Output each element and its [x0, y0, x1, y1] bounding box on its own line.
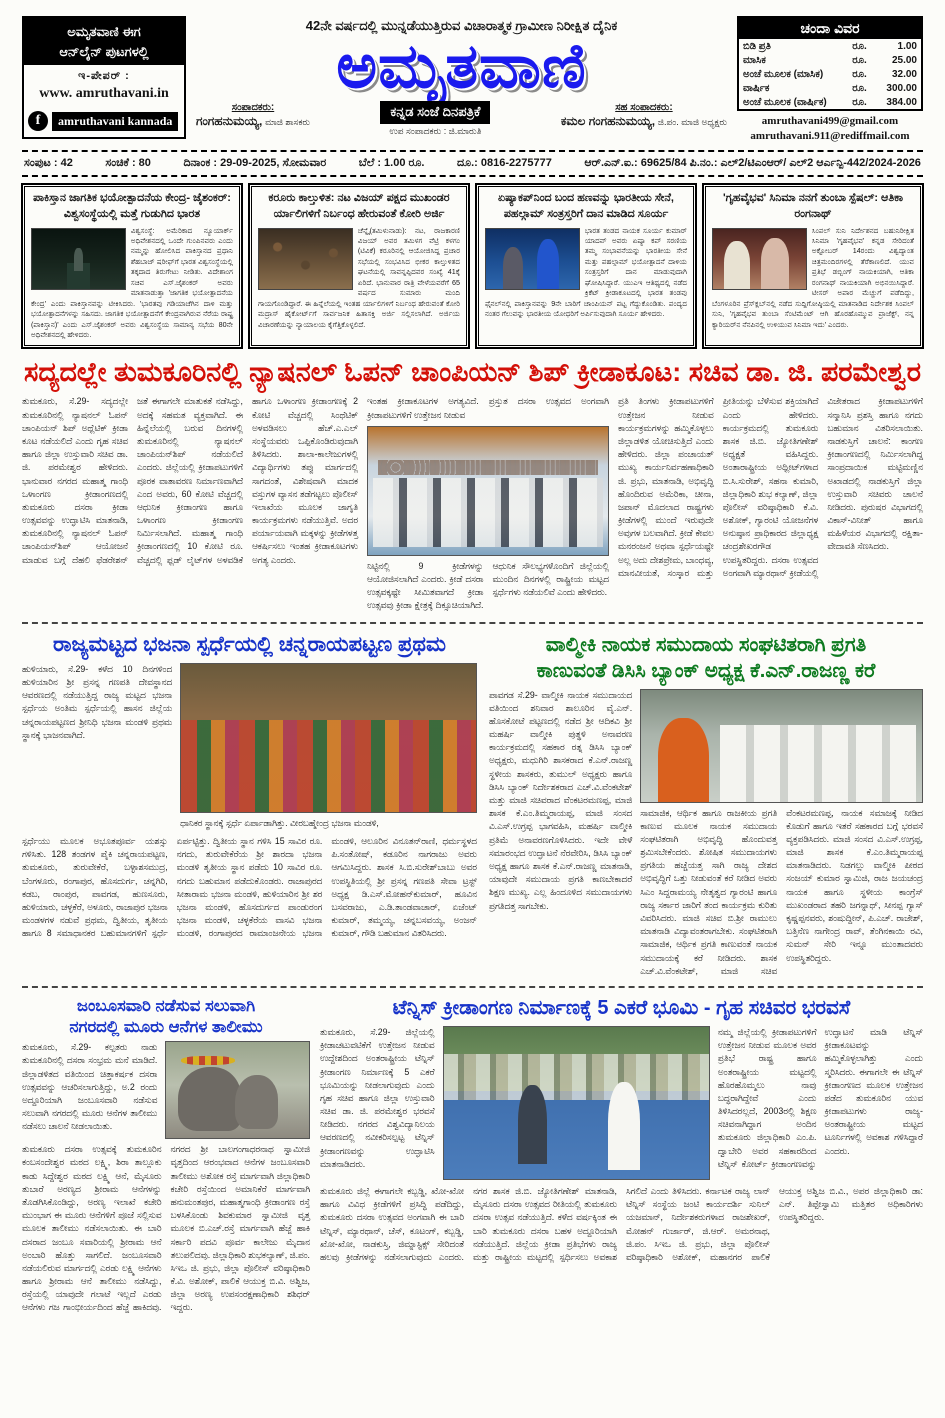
seer-silhouette	[658, 718, 709, 802]
subscription-box	[737, 16, 923, 111]
price: ಬೆಲೆ : 1.00 ರೂ.	[358, 156, 425, 169]
tennis-headline: ಟೆನ್ನಿಸ್ ಕ್ರೀಡಾಂಗಣ ನಿರ್ಮಾಣಕ್ಕೆ 5 ಎಕರೆ ಭೂಮಿ - ಗೃಹ ಸಚಿವರ ಭರವಸೆ	[392, 996, 851, 1019]
valmiki-headline-line2: ಕಾಣುವಂತೆ ಡಿಸಿಸಿ ಬ್ಯಾಂಕ್ ಅಧ್ಯಕ್ಷ ಕೆ.ಎನ್.ರಾಜಣ್ಣ ಕರೆ	[536, 659, 876, 682]
sub-currency: ರೂ.	[852, 54, 867, 66]
news-box-gruhavaibhava	[703, 184, 923, 349]
paper-type: ಕನ್ನಡ ಸಂಜೆ ದಿನಪತ್ರಿಕೆ	[380, 101, 490, 124]
online-info-box	[22, 16, 186, 139]
photo-dasara-elephants	[165, 1041, 310, 1139]
box-body: ಸಿಂಪಲ್ ಸುನಿ ನಿರ್ದೇಶನದ ಬಹುನಿರೀಕ್ಷಿತ ಸಿನಿಮಾ 'ಗೃಹವೈಭವ' ಕನ್ನಡ ಸೇರಿದಂತೆ ಅಕ್ಟೋಬರ್ 14ರಂದು ವಿಶ್ವದ್ಯಾಂತ ಚಿತ್ರಮಂದಿರಗಳಲ್ಲಿ ತೆರೆಕಾಣಲಿದೆ. ಯುವ ಪ್ರತಿಭೆ ಡಬ್ಬಿಂಗ್ ನಾಯಕಿಯಾಗಿ, ಆತಿಕಾ ರಂಗನಾಥ್ ನಾಯಕಿಯಾಗಿ ಅಭಿನಯಿಸಿದ್ದಾರೆ. ಟೀಸರ್ ಅಪಾರ ಮೆಚ್ಚುಗೆ ಪಡೆದಿದ್ದು, ಬೆಂಗಳೂರಿನ ಪ್ರೆಸ್‌ಕ್ಲಬ್‌ನಲ್ಲಿ ನಡೆದ ಸುದ್ದಿಗೋಷ್ಠಿಯಲ್ಲಿ ಮಾತನಾಡಿದ ನಿರ್ದೇಶಕ ಸಿಂಪಲ್ ಸುನಿ, 'ಗೃಹವೈಭವ ತುಂಬಾ ಸೆಂಟಿಮೆಂಟ್ ಆಗಿ ಹೊರಹೊಮ್ಮುವ ಪ್ರಾಜೆಕ್ಟ್, ನನ್ನ ಕ್ಯಾರಿಯರ್‌ನ ನೆನಪಿನಲ್ಲಿ ಉಳಿಯುವ ಸಿನಿಮಾ ಇದು' ಎಂದರು.	[712, 225, 914, 329]
speaker-silhouette	[74, 248, 83, 271]
box-body: ವಿಶ್ವಸಂಸ್ಥೆ: ಅಮೆರಿಕಾದ ನ್ಯೂಯಾರ್ಕ್ ಅಧಿವೇಶನದಲ್ಲಿ ಒಂದೇ ಗುಂಪಿನವರು ಎಂದು ನಮ್ಮನ್ನು ಹೋಲಿಸಿದ ಪಾಕಿಸ್ತಾನದ ಪ್ರಧಾನಿ ಶೆಹಬಾಜ್ ಷರೀಫ್‌ಗೆ ಭಾರತ ವಿಶ್ವಸಂಸ್ಥೆಯಲ್ಲಿ ತಕ್ಕದಾದ ತಿರುಗೇಟು ನೀಡಿತು. ವಿದೇಶಾಂಗ ಸಚಿವ ಎಸ್.ಜೈಶಂಕರ್ ಅವರು ಮಾತನಾಡುತ್ತಾ 'ಜಾಗತಿಕ ಭಯೋತ್ಪಾದನೆಯ ಕೇಂದ್ರ' ಎಂದು ಪಾಕಿಸ್ತಾನವನ್ನು ಟೀಕಿಸಿದರು. 'ಭಾರತವು ಗಡಿಯಾಚೆಗಿನ ದಾಳಿ ಮತ್ತು ಭಯೋತ್ಪಾದನೆಗಳನ್ನು ಸಹಿಸದು. ಜಾಗತಿಕ ಭಯೋತ್ಪಾದನೆಗೆ ಕೇಂದ್ರವಾಗಿರುವ ನೆರೆಯ ರಾಷ್ಟ್ರ (ಪಾಕಿಸ್ತಾನ)' ಎಂದು ಎಸ್.ಜೈಶಂಕರ್ ಅವರು ವಿಶ್ವಸಂಸ್ಥೆಯ ಸಾಮಾನ್ಯ ಸಭೆಯ 80ನೇ ಅಧಿವೇಶನದಲ್ಲಿ ಹೇಳಿದರು.	[31, 225, 233, 339]
photo-tennis-inauguration	[443, 1026, 710, 1180]
bhajana-col1: ಹುಳಿಯಾರು, ಸೆ.29- ಕಳೆದ 10 ದಿನಗಳಿಂದ ಹುಳಿಯಾರಿನ ಶ್ರೀ ಪ್ರಸನ್ನ ಗಣಪತಿ ದೇವಸ್ಥಾನದ ಆವರಣದಲ್ಲಿ ನಡೆಯುತ್ತಿದ್ದ ರಾಜ್ಯ ಮಟ್ಟದ ಭಜನಾ ಸ್ಪರ್ಧೆಯ ಅಂತಿಮ ಸ್ಪರ್ಧೆಯಲ್ಲಿ ಹಾಸನ ಜಿಲ್ಲೆಯ ಚನ್ನರಾಯಪಟ್ಟಣದ ಶ್ರೀನಿಧಿ ಭಜನಾ ಮಂಡಳಿ ಪ್ರಥಮ ಸ್ಥಾನಕ್ಕೆ ಭಾಜನವಾಗಿದೆ.	[22, 663, 173, 740]
elephant-col1: ತುಮಕೂರು, ಸೆ.29- ಕಲ್ಪತರು ನಾಡು ತುಮಕೂರಿನಲ್ಲಿ ದಸರಾ ಸಂಭ್ರಮ ಮನೆ ಮಾಡಿದೆ. ಜಿಲ್ಲಾಡಳಿತದ ವತಿಯಿಂದ ಚಿತ್ತಾಕರ್ಷಕ ದಸರಾ ಉತ್ಸವವನ್ನು ಆಚರಿಸಲಾಗುತ್ತಿದ್ದು, ಅ.2 ರಂದು ಅದ್ದೂರಿಯಾಗಿ ಜಂಬೂಸವಾರಿ ನಡೆಸುವ ಸಲುವಾಗಿ ನಗರದಲ್ಲಿ ಮೂರು ಆನೆಗಳ ತಾಲೀಮು ನಡೆಸಲು ಚಾಲನೆ ನೀಡಲಾಯಿತು.	[22, 1042, 158, 1132]
news-box-jaishankar	[22, 184, 242, 349]
photo-un-assembly	[31, 228, 126, 290]
lead-middle-block	[367, 395, 609, 612]
facebook-row[interactable]	[24, 106, 184, 137]
issue-number: ಸಂಚಿಕೆ : 80	[105, 156, 151, 169]
lead-body	[22, 395, 923, 623]
sub-label: ಮಾಸಿಕ	[743, 54, 766, 66]
valmiki-columns: ಸಾಮಾಜಿಕ, ಆರ್ಥಿಕ ಹಾಗೂ ರಾಜಕೀಯ ಪ್ರಗತಿ ಕಾಣುವ ಮೂಲಕ ನಾಯಕ ಸಮುದಾಯ ಸಂಘಟಿತರಾಗಿ ಅಭಿವೃದ್ಧಿ ಹೊಂದುವತ್ತ ಶ್ರಮಿಸಬೇಕೆಂದರು. ಶೋಷಿತ ಸಮುದಾಯಗಳು ಪ್ರಗತಿಯ ಹಚ್ಚೆಯತ್ತ ಸಾಗಿ ರಾಜ್ಯ ದೇಶದ ಅಭಿವೃದ್ಧಿಗೆ ಒತ್ತು ನೀಡುವಂತೆ ಕರೆ ನೀಡಿದ ಅವರು ಸಿಎಂ ಸಿದ್ದರಾಮಯ್ಯ ನೇತೃತ್ವದ ಗ್ಯಾರಂಟಿ ಹಾಗೂ ರಾಜ್ಯ ಸರ್ಕಾರ ಜಾರಿಗೆ ತಂದ ಕಾರ್ಯಕ್ರಮ ಕುರಿತು ವಿವರಿಸಿದರು. ಮಾಜಿ ಸಚಿವ ಬಿ.ಶ್ರೀ ರಾಮುಲು ಮಾತನಾಡಿ ವಿದ್ಯಾವಂತರಾಗಬೇಕು. ಸಂಘಟಿತರಾಗಿ ಸಾಮಾಜಿಕ, ಆರ್ಥಿಕ ಪ್ರಗತಿ ಕಾಣುವಂತೆ ನಾಯಕ ಸಮುದಾಯಕ್ಕೆ ಕರೆ ನೀಡಿದರು. ಶಾಸಕ ಎಚ್.ವಿ.ವೆಂಕಟೇಶ್, ಮಾಜಿ ಸಚಿವ ವೆಂಕಟರಮಣಪ್ಪ, ನಾಯಕ ಸಮಾಜಕ್ಕೆ ನೀಡಿದ ಕೊಡುಗೆ ಹಾಗೂ ಇತರೆ ಸಹಕಾರದ ಬಗ್ಗೆ ಭರವಸೆ ವ್ಯಕ್ತಪಡಿಸಿದರು. ಮಾಜಿ ಸಂಸದ ವಿ.ಎಸ್.ಉಗ್ರಪ್ಪ, ಮಾಜಿ ಶಾಸಕ ಕೆ.ಎಂ.ತಿಮ್ಮರಾಯಪ್ಪ ಮಾತನಾಡಿದರು. ನಿಡಗಲ್ಲು ವಾಲ್ಮೀಕಿ ಪೀಠದ ಸಂಜಯ್ ಕುಮಾರ ಸ್ವಾಮಿಜಿ, ರಾಜ ಜಯಚಂದ್ರ ನಾಯಕ ಹಾಗೂ ಸ್ಥಳೀಯ ಕಾಂಗ್ರೆಸ್ ಮುಖಂಡರಾದ ತಹರಿ ಜಗನ್ನಾಥ್, ಸೀನಪ್ಪ ಗ್ಯಾಸ್ ಕೃಷ್ಣಪ್ಪನವರು, ಶಂಷುದ್ದೀನ್, ಪಿ.ಎಚ್. ರಾಜೇಶ್, ಬತ್ತಿನೆಣ ನಾಗೇಂದ್ರ ರಾವ್, ತೆಂಗಿನಕಾಯಿ ರವಿ, ಸುಮನ್ ಸೇರಿ ಇನ್ನೂ ಮುಂತಾದವರು ಉಪಸ್ಥಿತರಿದ್ದರು.	[640, 807, 923, 976]
valmiki-headline	[489, 632, 923, 684]
valmiki-top	[489, 689, 923, 978]
elephant-headline-line2: ನಗರದಲ್ಲಿ ಮೂರು ಆನೆಗಳ ತಾಲೀಮು	[69, 1017, 263, 1036]
online-banner-line1: ಅಮೃತವಾಣಿ ಈಗ	[67, 24, 141, 39]
person-silhouette	[503, 247, 523, 289]
co-editor-block	[561, 101, 727, 130]
lead-headline: ಸದ್ಯದಲ್ಲೇ ತುಮಕೂರಿನಲ್ಲಿ ನ್ಯಾಷನಲ್ ಓಪನ್ ಚಾಂಪಿಯನ್ ಶಿಪ್ ಕ್ರೀಡಾಕೂಟ: ಸಚಿವ ಡಾ. ಜಿ. ಪರಮೇಶ್ವರ	[23, 357, 922, 388]
elephant-silhouette	[178, 1067, 241, 1130]
subscription-title: ಚಂದಾ ವಿವರ	[739, 18, 921, 39]
elephant-silhouette-2	[235, 1075, 278, 1129]
email-gmail[interactable]: amruthavani499@gmail.com	[761, 115, 899, 127]
sub-label: ಬಿಡಿ ಪ್ರತಿ	[743, 40, 771, 52]
article-bhajana	[22, 632, 477, 978]
issue-info-bar	[22, 150, 923, 177]
valmiki-headline-line1: ವಾಲ್ಮೀಕಿ ನಾಯಕ ಸಮುದಾಯ ಸಂಘಟಿತರಾಗಿ ಪ್ರಗತಿ	[545, 633, 867, 656]
subscription-panel	[737, 16, 923, 144]
article-valmiki	[489, 632, 923, 978]
epaper-block	[24, 65, 184, 106]
bhajana-columns: ಸ್ಪರ್ಧೆಯು ಮೂಲಕ ಅಭೂತಪೂರ್ವ ಯಶಸ್ಸು ಗಳಿಸಿತು. 128 ತಂಡಗಳ ಪೈಕಿ ಚನ್ನರಾಯಪಟ್ಟಣ, ತುಮಕೂರು, ತುರುವೇಕೆರೆ, ಬಳ್ಳಾಶಸಮುದ್ರ, ಬೆಂಗಳೂರು, ರಂಗಾಪುರ, ಹೊಸದುರ್ಗ, ಚನ್ನಗಿರಿ, ಕಡಬ, ರಾಂಪುರ, ಪಾವಗಡ, ಹುಣಸೂರು, ಹುಳಿಯಾರು, ಚಳ್ಳಕೆರೆ, ಅಳೂರು, ರಾಜಾಪುರ ಭಜನಾ ಮಂಡಳಗಳ ನಡುವೆ ಪ್ರಥಮ, ದ್ವಿತೀಯ, ತೃತೀಯ ಹಾಗೂ 8 ಸಮಾಧಾನಕರ ಬಹುಮಾನಗಳಿಗೆ ಸ್ಪರ್ಧೆ ಏರ್ಪಟ್ಟಿತ್ತು. ದ್ವಿತೀಯ ಸ್ಥಾನ ಗಳಿಸಿ 15 ಸಾವಿರ ರೂ. ನಗದು, ತುರುವೇಕೆರೆಯ ಶ್ರೀ ಶಾರದಾ ಭಜನಾ ಮಂಡಳಿ ತೃತೀಯ ಸ್ಥಾನ ಪಡೆದು 10 ಸಾವಿರ ರೂ. ನಗದು ಬಹುಮಾನ ಪಡೆದುಕೊಂಡರು. ರಾಜಾಪುರದ ಸೀತಾರಾಮ ಭಜನಾ ಮಂಡಳಿ, ಹುಳಿಯಾರಿನ ಶ್ರೀ ಶರ ಭಜನಾ ಮಂಡಳಿ, ಹೊಸದುರ್ಗದ ಪಾಂಡುರಂಗ ಭಜನಾ ಮಂಡಳಿ, ಚಳ್ಳಕೆರೆಯ ವಾಸವಿ ಭಜನಾ ಮಂಡಳಿ, ರಂಗಾಪುರದ ರಾಮಾಂಜನೇಯ ಭಜನಾ ಮಂಡಳಿ, ಆಲೂರಿನ ವಿನೂತನ್‌ರಾಣಿ, ಧರ್ಮಸ್ಥಳದ ಪಿ.ಸಂತೋಷ್, ಕಡೂರಿನ ನಾಗರಾಜು ಅವರು ಆಗಮಿಸಿದ್ದರು. ಶಾಸಕ ಸಿ.ಬಿ.ಸುರೇಶ್‌ಬಾಬು ಅವರ ಉಪಸ್ಥಿತಿಯಲ್ಲಿ ಶ್ರೀ ಪ್ರಸನ್ನ ಗಣಪತಿ ಸೇವಾ ಟ್ರಸ್ಟ್ ಅಧ್ಯಕ್ಷ ಡಿ.ಎಸ್.ಮೋಹನ್‌ಕುಮಾರ್, ಹೂವಿನ ಬಸವರಾಜು, ಎ.ಡಿ.ತಾಂಡವಾಚಾರ್, ಏಜೆಂಟ್ ಕುಮಾರ್, ತಮ್ಮಯ್ಯ, ಚನ್ನಬಸವಯ್ಯ, ಅಂಜನ್ ಕುಮಾರ್, ಗೌಡಿ ಬಹುಮಾನ ವಿತರಿಸಿದರು.	[22, 835, 477, 939]
sari-row	[181, 720, 476, 812]
news-box-karur-stampede	[249, 184, 469, 349]
actor-silhouette	[724, 241, 750, 289]
actress-silhouette	[761, 238, 789, 288]
sub-amount: 300.00	[886, 82, 917, 94]
lead-mid-bottom-text: ನಿಟ್ಟಿನಲ್ಲಿ 9 ಕ್ರೀಡೆಗಳನ್ನು ಆಯೋಜಿಸಲಾಗಿದೆ ಎಂದರು. ಕ್ರೀಡೆ ದಸರಾ ಉತ್ಸವಕ್ಕಷ್ಟೇ ಸೀಮಿತವಾಗದೆ ಕ್ರೀಡಾ ಉತ್ಸವವು ಕ್ರೀಡಾ ಕ್ಷೇತ್ರಕ್ಕೆ ದಿಕ್ಸೂಚಿಯಾಗಿದೆ. ಆಧುನಿಕ ಸೌಲಭ್ಯಗಳೊಂದಿಗೆ ಜಿಲ್ಲೆಯಲ್ಲಿ ಮುಂದಿನ ದಿನಗಳಲ್ಲಿ ರಾಷ್ಟ್ರೀಯ ಮಟ್ಟದ ಸ್ಪರ್ಧೆಗಳು ನಡೆಯಲಿವೆ ಎಂದು ಹೇಳಿದರು.	[367, 560, 609, 611]
third-row	[22, 996, 923, 1315]
co-editor-title: ಜಿ.ಪಂ. ಮಾಜಿ ಅಧ್ಯಕ್ಷರು	[657, 117, 727, 128]
news-box-suryakumar	[476, 184, 696, 349]
minister-silhouette	[608, 1082, 640, 1170]
masthead	[22, 16, 923, 144]
spectators-row	[444, 1054, 709, 1100]
garland-shape	[181, 1056, 235, 1066]
table-row	[739, 81, 921, 95]
bhajana-caption-text: ಧಾನಿಕರ ಸ್ಥಾನಕ್ಕೆ ಸ್ಪರ್ಧೆ ಏರ್ಪಾಡಾಗಿತ್ತು. ವೀರಬಹ್ಮೇಂದ್ರ ಭಜನಾ ಮಂಡಳಿ,	[180, 817, 379, 828]
facebook-icon: f	[28, 111, 48, 131]
photo-sports-meet-group	[367, 426, 609, 556]
elephant-photo-block	[165, 1041, 310, 1139]
photo-bhajana-troupe	[180, 663, 477, 813]
box-headline: ಪಾಕಿಸ್ತಾನ ಜಾಗತಿಕ ಭಯೋತ್ಪಾದನೆಯ ಕೇಂದ್ರ- ಜೈಶಂಕರ್: ವಿಶ್ವಸಂಸ್ಥೆಯಲ್ಲಿ ಮತ್ತೆ ಗುಡುಗಿದ ಭಾರತ	[33, 191, 231, 220]
sub-editor: ಉಪ ಸಂಪಾದಕರು : ಜಿ.ಮಾರುತಿ	[389, 125, 482, 136]
online-banner	[24, 18, 184, 65]
sub-currency: ರೂ.	[852, 96, 867, 108]
sub-currency: ರೂ.	[852, 82, 867, 94]
editor-name: ಗಂಗಹನುಮಯ್ಯ,	[196, 114, 263, 129]
phone-number: ದೂ.: 0816-2275777	[456, 156, 552, 169]
sub-label: ಅಂಚೆ ಮೂಲಕ (ಮಾಸಿಕ)	[743, 68, 824, 80]
group-bodies-row	[373, 478, 603, 547]
top-news-strip	[22, 184, 923, 349]
player-silhouette	[518, 1085, 547, 1164]
lead-columns-right: ಪ್ರತಿ ತಿಂಗಳು ಕ್ರೀಡಾಪಟುಗಳಿಗೆ ಉತ್ತೇಜನ ನೀಡುವ ಕಾರ್ಯಕ್ರಮಗಳನ್ನು ಹಮ್ಮಿಕೊಳ್ಳಲು ಜಿಲ್ಲಾಡಳಿತ ಯೋಚಿಸುತ್ತಿದೆ ಎಂದು ಹೇಳಿದರು. ಜಿಲ್ಲಾ ಪಂಚಾಯತ್ ಮುಖ್ಯ ಕಾರ್ಯನಿರ್ವಹಣಾಧಿಕಾರಿ ಜಿ. ಪ್ರಭು, ಮಾತನಾಡಿ, ಅಭಿವೃದ್ಧಿ ಹೊಂದಿರುವ ಅಮೆರಿಕಾ, ಚೀನಾ, ಜಪಾನ್ ಮೊದಲಾದ ರಾಷ್ಟ್ರಗಳು ಕ್ರೀಡೆಗಳಲ್ಲಿ ಮುಂದೆ ಇರುವುದೇ ಅವುಗಳ ಬಲವಾಗಿದೆ. ಕ್ರೀಡೆ ಕೇವಲ ಮನರಂಜನೆ ಅಥವಾ ಸ್ಪರ್ಧೆಯಷ್ಟೇ ಅಲ್ಲ ಅದು ದೇಶಪ್ರೇಮ, ಬಾಂಧವ್ಯ, ಮಾನವೀಯತೆ, ಸಂಸ್ಕಾರ ಮತ್ತು ಪ್ರೀತಿಯನ್ನು ಬೆಳೆಸುವ ಶಕ್ತಿಯಾಗಿದೆ ಎಂದು ಹೇಳಿದರು. ಕಾರ್ಯಕ್ರಮದಲ್ಲಿ ತುಮಕೂರು ಶಾಸಕ ಜಿ.ಬಿ. ಜ್ಯೋತಿಗಣೇಶ್ ಅಧ್ಯಕ್ಷತೆ ವಹಿಸಿದ್ದರು. ಅಂತಾರಾಷ್ಟ್ರೀಯ ಅಥ್ಲೀಟ್‌ಗಳಾದ ಬಿ.ಸಿ.ಸುರೇಶ್, ಸಹನಾ ಕುಮಾರಿ, ಜಿಲ್ಲಾಧಿಕಾರಿ ಶುಭ ಕಲ್ಯಾಣ್, ಜಿಲ್ಲಾ ಪೊಲೀಸ್ ವರಿಷ್ಠಾಧಿಕಾರಿ ಕೆ.ವಿ. ಅಶೋಕ್, ಗ್ಯಾರಂಟಿ ಯೋಜನೆಗಳ ಅನುಷ್ಠಾನ ಪ್ರಾಧಿಕಾರದ ಜಿಲ್ಲಾಧ್ಯಕ್ಷ ಚಂದ್ರಶೇಖರಗೌಡ ಉಪಸ್ಥಿತರಿದ್ದರು. ದಸರಾ ಉತ್ಸವದ ಅಂಗವಾಗಿ ಮ್ಯಾರಥಾನ್ ಕ್ರೀಡೆಯಲ್ಲಿ ವಿಜೇತರಾದ ಕ್ರೀಡಾಪಟುಗಳಿಗೆ ಸನ್ಮಾನಿಸಿ ಪ್ರಶಸ್ತಿ ಹಾಗೂ ನಗದು ಬಹುಮಾನ ವಿತರಿಸಲಾಯಿತು. ನಾಡಕುಸ್ತಿಗೆ ಚಾಲನೆ: ಕಾಂಗಣ ಕ್ರೀಡಾಂಗಣದಲ್ಲಿ ನಿರ್ಮಿಸಲಾಗಿದ್ದ ಸಾಂಪ್ರದಾಯಿಕ ಮಟ್ಟಿಮಣ್ಣಿನ ಅಖಾಡದಲ್ಲಿ ನಾಡಕುಸ್ತಿಗೆ ಜಿಲ್ಲಾ ಉಸ್ತುವಾರಿ ಸಚಿವರು ಚಾಲನೆ ನೀಡಿದರು. ಪುರುಷರ ವಿಭಾಗದಲ್ಲಿ ವಿಕಾಸ್-ವಿನೀತ್ ಹಾಗೂ ಮಹಿಳೆಯರ ವಿಭಾಗದಲ್ಲಿ ರಕ್ಷಿತಾ-ವೇದಾವತಿ ಸೆಣಸಿದರು.	[618, 396, 923, 578]
volume: ಸಂಪುಟ : 42	[24, 156, 73, 169]
table-row	[739, 95, 921, 109]
table-row	[739, 53, 921, 67]
masthead-center	[196, 16, 727, 138]
photo-crowd	[258, 228, 353, 290]
article-elephant-rehearsal	[22, 996, 310, 1315]
issue-date: ದಿನಾಂಕ : 29-09-2025, ಸೋಮವಾರ	[183, 156, 327, 169]
elephant-top	[22, 1041, 310, 1139]
sub-label: ಅಂಚೆ ಮೂಲಕ (ವಾರ್ಷಿಕ)	[743, 96, 827, 108]
contact-emails	[737, 114, 923, 144]
box-headline: ಏಷ್ಯಾಕಪ್‌ನಿಂದ ಬಂದ ಹಣವನ್ನು ಭಾರತೀಯ ಸೇನೆ, ಪಹಲ್ಗಾಮ್ ಸಂತ್ರಸ್ತರಿಗೆ ದಾನ ಮಾಡಿದ ಸೂರ್ಯ	[498, 191, 674, 220]
rni-number: ಆರ್.ಎನ್.ಐ.: 69625/84 ಪಿ.ನಂ.: ಎಲ್2/ಟಿಎಂಆರ್/ ಎಲ್2 ಆರ್ಎನ್ಪಿ-442/2024-2026	[584, 156, 921, 169]
box-headline: ಕರೂರು ಕಾಲ್ತುಳಿತ: ನಟ ವಿಜಯ್ ಪಕ್ಷದ ಮುಖಂಡರ ರ್ಯಾಲಿಗಳಿಗೆ ನಿರ್ಬಂಧ ಹೇರುವಂತೆ ಕೋರಿ ಅರ್ಜಿ	[268, 191, 450, 220]
editor-block	[196, 101, 310, 130]
table-row	[739, 39, 921, 53]
bhajana-photo-block	[180, 663, 477, 830]
sub-currency: ರೂ.	[852, 40, 867, 52]
subscription-table	[739, 39, 921, 109]
photo-cricketer	[485, 228, 580, 290]
group-heads-row	[378, 460, 599, 475]
lead-mid-top-text: ಇಂತಹ ಕ್ರೀಡಾಕೂಟಗಳ ಅಗತ್ಯವಿದೆ. ಪ್ರಸ್ತುತ ದಸರಾ ಉತ್ಸವದ ಅಂಗವಾಗಿ ಕ್ರೀಡಾಪಟುಗಳಿಗೆ ಉತ್ತೇಜನ ನೀಡುವ	[367, 396, 609, 420]
sub-currency: ರೂ.	[852, 68, 867, 80]
box-headline: 'ಗೃಹವೈಭವ' ಸಿನಿಮಾ ನನಗೆ ತುಂಬಾ ಸ್ಪೆಷಲ್: ಆತಿಕಾ ರಂಗನಾಥ್	[722, 191, 903, 220]
valmiki-col1: ಪಾವಗಡ ಸೆ.29- ವಾಲ್ಮೀಕಿ ನಾಯಕ ಸಮುದಾಯದ ವತಿಯಿಂದ ಶನಿವಾರ ಶಾಲೂರಿನ ವೈ.ಎನ್. ಹೊಸಕೋಟೆ ಪಟ್ಟಣದಲ್ಲಿ ನಡೆದ ಶ್ರೀ ಆದಿಕವಿ ಶ್ರೀ ಮಹರ್ಷಿ ವಾಲ್ಮೀಕಿ ಪುತ್ಥಳಿ ಅನಾವರಣ ಕಾರ್ಯಕ್ರಮದಲ್ಲಿ ಸಹಕಾರ ರತ್ನ ಡಿಸಿಸಿ ಬ್ಯಾಂಕ್ ಅಧ್ಯಕ್ಷರು, ಮಧುಗಿರಿ ಶಾಸಕರಾದ ಕೆ.ಎನ್.ರಾಜಣ್ಣ ಸ್ಥಳೀಯ ಶಾಸಕರು, ತುಮುಲ್ ಅಧ್ಯಕ್ಷರು ಹಾಗೂ ಡಿಸಿಸಿ ಬ್ಯಾಂಕ್ ನಿರ್ದೇಶಕರಾದ ಎಚ್.ವಿ.ವೆಂಕಟೇಶ್ ಮತ್ತು ಮಾಜಿ ಸಚಿವರಾದ ವೆಂಕಟರಮಣಪ್ಪ, ಮಾಜಿ ಶಾಸಕ ಕೆ.ಎಂ.ತಿಮ್ಮರಾಯಪ್ಪ, ಮಾಜಿ ಸಂಸದ ವಿ.ಎಸ್.ಉಗ್ರಪ್ಪ ಭಾಗವಹಿಸಿ, ಮಹರ್ಷಿ ವಾಲ್ಮೀಕಿ ಪ್ರತಿಮೆ ಅನಾವರಣಗೊಳಿಸಿದರು. ಇದೇ ವೇಳೆ ಸಮಾರಂಭದ ಉದ್ಘಾಟನೆ ನೆರವೇರಿಸಿ, ಡಿಸಿಸಿ ಬ್ಯಾಂಕ್ ಅಧ್ಯಕ್ಷ ಹಾಗೂ ಶಾಸಕ ಕೆ.ಎನ್.ರಾಜಣ್ಣ ಮಾತನಾಡಿ, ಯಾವುದೇ ಸಮುದಾಯ ಪ್ರಗತಿ ಕಾಣಬೇಕಾದರೆ ಶಿಕ್ಷಣ ಮುಖ್ಯ. ಎಲ್ಲ ಹಿಂದೂಳಿದ ಸಮುದಾಯಗಳು ಪ್ರಗತಿದತ್ತ ಸಾಗಬೇಕು.	[489, 689, 633, 911]
sub-amount: 384.00	[886, 96, 917, 108]
sub-amount: 1.00	[897, 40, 917, 52]
bhajana-headline: ರಾಜ್ಯಮಟ್ಟದ ಭಜನಾ ಸ್ಪರ್ಧೆಯಲ್ಲಿ ಚನ್ನರಾಯಪಟ್ಟಣ ಪ್ರಥಮ	[53, 632, 446, 656]
online-banner-line2: ಆನ್‌ಲೈನ್ ಪುಟಗಳಲ್ಲಿ	[59, 43, 149, 59]
elephant-columns: ತುಮಕೂರು ದಸರಾ ಉತ್ಸವಕ್ಕೆ ತುಮಕೂರಿನ ಕಂಬಸಂದೇಶ್ವರ ಮಠದ ಲಕ್ಷ್ಮಿ, ಶಿರಾ ತಾಲ್ಲೂಕು ಕಾಡು ಸಿದ್ದೇಶ್ವರ ಮಠದ ಲಕ್ಷ್ಮಿ ಆನೆ, ಮೈಸೂರು ತುಬಾರೆ ಅರಣ್ಯದ ಶ್ರೀರಾಮ ಆನೆಗಳನ್ನು ತೊಡಗಿಸಿಕೊಂಡಿದ್ದು, ಅರಣ್ಯ ಇಲಾಖೆ ಕಚೇರಿ ಮುಂಭಾಗ ಈ ಮೂರು ಆನೆಗಳಿಗೆ ಪೂಜೆ ಸಲ್ಲಿಸುವ ಮೂಲಕ ತಾಲೀಮು ನಡೆಸಲಾಯಿತು. ಈ ಬಾರಿ ದಸರಾದ ಜಂಬೂ ಸವಾರಿಯಲ್ಲಿ ಶ್ರೀರಾಮ ಆನೆ ಅಂಬಾರಿ ಹೊತ್ತು ಸಾಗಲಿದೆ. ಜಂಬೂಸವಾರಿ ನಡೆಯಲಿರುವ ಮಾರ್ಗದಲ್ಲಿ ಎರಡು ಲಕ್ಷ್ಮಿ ಆನೆಗಳು ಹಾಗೂ ಶ್ರೀರಾಮ ಆನೆ ತಾಲೀಮು ನಡೆಸಿದ್ದು, ರಸ್ತೆಯಲ್ಲಿ ಯಾವುದೇ ಗಲಾಟೆ ಇಲ್ಲದೆ ಎರಡು ಆನೆಗಳು ಗಜ ಗಾಂಭೀರ್ಯದಿಂದ ಹೆಜ್ಜೆ ಹಾಕಿದವು. ನಗರದ ಶ್ರೀ ಬಾಲಗಂಗಾಧರನಾಥ ಸ್ವಾಮೀಜಿ ವೃತ್ತದಿಂದ ಆರಂಭವಾದ ಆನೆಗಳ ಜಂಬೂಸವಾರಿ ತಾಲೀಮು ಅಶೋಕ ರಸ್ತೆ ಮಾರ್ಗವಾಗಿ ಜಿಲ್ಲಾಧಿಕಾರಿ ಕಚೇರಿ ರಸ್ತೆಯಿಂದ ಅಮಾನಿಕೆರೆ ಮಾರ್ಗವಾಗಿ ಹನುಮಂತಪುರ, ಮಹಾತ್ಮಗಾಂಧಿ ಕ್ರೀಡಾಂಗಣ ರಸ್ತೆ ಬಳಸಿಕೊಂಡು ಶಿವಕುಮಾರ ಸ್ವಾಮೀಜಿ ವೃತ್ತ ಮೂಲಕ ಬಿ.ಎಚ್.ರಸ್ತೆ ಮಾರ್ಗವಾಗಿ ಹೆಜ್ಜೆ ಹಾಕಿ ಸರ್ಕಾರಿ ಪದವಿ ಪೂರ್ವ ಕಾಲೇಜು ಮೈದಾನ ತಲುಪಲಿದವು. ಜಿಲ್ಲಾಧಿಕಾರಿ ಶುಭಕಲ್ಯಾಣ್, ಜಿ.ಪಂ. ಸಿಇಒ ಜಿ. ಪ್ರಭು, ಜಿಲ್ಲಾ ಪೊಲೀಸ್ ವರಿಷ್ಠಾಧಿಕಾರಿ ಕೆ.ವಿ. ಅಶೋಕ್, ಪಾಲಿಕೆ ಆಯುಕ್ತ ಬಿ.ವಿ. ಅಶ್ವಿಜ, ಜಿಲ್ಲಾ ಅರಣ್ಯ ಉಪಸಂರಕ್ಷಣಾಧಿಕಾರಿ ಶಶಿಧರ್ ಇದ್ದರು.	[22, 1144, 310, 1313]
co-editor-name: ಕಮಲ ಗಂಗಹನುಮಯ್ಯ,	[560, 114, 656, 129]
second-row	[22, 632, 923, 988]
cricketer-silhouette	[537, 239, 559, 288]
epaper-label: ಇ-ಪೇಪರ್ :	[78, 70, 130, 82]
elephant-headline-line1: ಜಂಬೂಸವಾರಿ ನಡೆಸುವ ಸಲುವಾಗಿ	[76, 996, 256, 1015]
paper-type-block	[380, 101, 490, 138]
tennis-col1: ತುಮಕೂರು, ಸೆ.29- ಜಿಲ್ಲೆಯಲ್ಲಿ ಕ್ರೀಡಾಚಟುವಟಿಕೆಗೆ ಉತ್ತೇಜನ ನೀಡುವ ಉದ್ದೇಶದಿಂದ ಅಂತರಾಷ್ಟ್ರೀಯ ಟೆನ್ನಿಸ್ ಕ್ರೀಡಾಂಗಣ ನಿರ್ಮಾಣಕ್ಕೆ 5 ಎಕರೆ ಭೂಮಿಯನ್ನು ನೀಡಲಾಗುವುದು ಎಂದು ಗೃಹ ಸಚಿವ ಹಾಗೂ ಜಿಲ್ಲಾ ಉಸ್ತುವಾರಿ ಸಚಿವ ಡಾ. ಜಿ. ಪರಮೇಶ್ವರ ಭರವಸೆ ನೀಡಿದರು. ನಗರದ ವಿಶ್ವವಿದ್ಯಾನಿಲಯ ಆವರಣದಲ್ಲಿ ನವೀಕರಿಸಲ್ಪಟ್ಟ ಟೆನ್ನಿಸ್ ಕ್ರೀಡಾಂಗಣವನ್ನು ಉದ್ಘಾಟಿಸಿ ಮಾತನಾಡಿದರು.	[320, 1026, 435, 1169]
paper-tagline: 42ನೇ ವರ್ಷದಲ್ಲಿ ಮುನ್ನಡೆಯುತ್ತಿರುವ ವಿಚಾರಾತ್ಮಕ ಗ್ರಾಮೀಣ ನಿರೀಕ್ಷಿತ ದೈನಿಕ	[305, 18, 618, 33]
box-body: ಭಾರತ ತಂಡದ ನಾಯಕ ಸೂರ್ಯ ಕುಮಾರ್ ಯಾದವ್ ಅವರು ಏಷ್ಯಾ ಕಪ್ ಸರಣಿಯ ತಮ್ಮ ಸಂಭಾವನೆಯನ್ನು ಭಾರತೀಯ ಸೇನೆ ಮತ್ತು ಪಹಲ್ಗಾಮ್ ಭಯೋತ್ಪಾದನೆ ದಾಳಿಯ ಸಂತ್ರಸ್ತರಿಗೆ ದಾನ ಮಾಡುವುದಾಗಿ ಘೋಷಿಸಿದ್ದಾರೆ. ಯುಎಇ ಆತಿಥ್ಯದಲ್ಲಿ ನಡೆದ ಕ್ರಿಕೆಟ್ ಕ್ರೀಡಾಕೂಟದಲ್ಲಿ ಭಾರತ ತಂಡವು ಫೈನಲ್‌ನಲ್ಲಿ ಪಾಕಿಸ್ತಾನವನ್ನು 9ನೇ ಬಾರಿಗೆ ಚಾಂಪಿಯನ್ ಪಟ್ಟ ಗೆದ್ದುಕೊಂಡಿತು. ಪಂದ್ಯದ ನಂತರ ಗೆಲುವನ್ನು ಭಾರತೀಯ ಯೋಧರಿಗೆ ಅರ್ಪಿಸುವುದಾಗಿ ಸೂರ್ಯ ಹೇಳಿದರು.	[485, 225, 687, 319]
photo-movie-promo	[712, 228, 807, 290]
valmiki-photo-block	[640, 689, 923, 978]
tennis-right-columns: ನಮ್ಮ ಜಿಲ್ಲೆಯಲ್ಲಿ ಕ್ರೀಡಾಪಟುಗಳಿಗೆ ಉತ್ತೇಜನ ನೀಡುವ ಮೂಲಕ ಅವರ ಪ್ರತಿಭೆ ರಾಷ್ಟ್ರ ಹಾಗೂ ಅಂತರಾಷ್ಟ್ರೀಯ ಮಟ್ಟದಲ್ಲಿ ಹೊರಹೊಮ್ಮಲು ನಾವು ಬದ್ಧರಾಗಿದ್ದೇವೆ ಎಂದು ತಿಳಿಸಿದರಲ್ಲದೆ, 2003ರಲ್ಲಿ ಶಿಕ್ಷಣ ಸಚಿವನಾಗಿದ್ದಾಗ ಅಂದಿನ ತುಮಕೂರು ಜಿಲ್ಲಾಧಿಕಾರಿ ಎಂ.ಪಿ. ದ್ವಾಬೇರಿ ಅವರ ಸಹಕಾರದಿಂದ ಟೆನ್ನಿಸ್ ಕೋರ್ಟ್ ಕ್ರೀಡಾಂಗಣವನ್ನು ಉದ್ಘಾಟನೆ ಮಾಡಿ ಟೆನ್ನಿಸ್ ಕ್ರೀಡಾಕೂಟವನ್ನು ಹಮ್ಮಿಕೊಳ್ಳಲಾಗಿತ್ತು ಎಂದು ಸ್ಮರಿಸಿದರು. ಈಗಾಗಲೇ ಈ ಟೆನ್ನಿಸ್ ಕ್ರೀಡಾಂಗಣದ ಮೂಲಕ ಉತ್ತೇಜನ ಪಡೆದ ತುಮಕೂರಿನ ಯುವ ಕ್ರೀಡಾಪಟುಗಳು ರಾಜ್ಯ-ಅಂತರಾಷ್ಟ್ರೀಯ ಮಟ್ಟದ ಟೂರ್ನಿಗಳಲ್ಲಿ ಅವಕಾಶ ಗಳಿಸಿದ್ದಾರೆ ಎಂದರು.	[717, 1026, 923, 1169]
sub-amount: 25.00	[891, 54, 917, 66]
table-row	[739, 67, 921, 81]
facebook-handle: amruthavani kannada	[52, 112, 178, 131]
editor-title: ಮಾಜಿ ಶಾಸಕರು	[265, 117, 310, 128]
sub-label: ವಾರ್ಷಿಕ	[743, 82, 770, 94]
dignitaries-row	[720, 725, 917, 801]
article-tennis-stadium	[320, 996, 923, 1315]
co-editor-label: ಸಹ ಸಂಪಾದಕರು:	[615, 102, 673, 114]
sub-amount: 32.00	[891, 68, 917, 80]
lead-columns-left: ತುಮಕೂರು, ಸೆ.29- ಸದ್ಯದಲ್ಲೇ ತುಮಕೂರಿನಲ್ಲಿ ನ್ಯಾಷನಲ್ ಓಪನ್ ಚಾಂಪಿಯನ್ ಶಿಪ್ ಅಥ್ಲೆಟಿಕ್ ಕ್ರೀಡಾ ಕೂಟ ನಡೆಯಲಿದೆ ಎಂದು ಗೃಹ ಸಚಿವ ಹಾಗೂ ಜಿಲ್ಲಾ ಉಸ್ತುವಾರಿ ಸಚಿವ ಡಾ. ಜಿ. ಪರಮೇಶ್ವರ ಹೇಳಿದರು. ಭಾನುವಾರ ನಗರದ ಮಹಾತ್ಮ ಗಾಂಧಿ ಒಳಾಂಗಣ ಕ್ರೀಡಾಂಗಣದಲ್ಲಿ ತುಮಕೂರು ದಸರಾ ಕ್ರೀಡಾ ಉತ್ಸವವನ್ನು ಉದ್ಘಾಟಿಸಿ ಮಾತನಾಡಿ, ತುಮಕೂರಿನಲ್ಲಿ ನ್ಯಾಷನಲ್ ಓಪನ್ ಚಾಂಪಿಯನ್‌ಶಿಪ್ ಆಯೋಜನೆ ಮಾಡುವ ಬಗ್ಗೆ ದೆಹಲಿ ಫೆಡರೇಶನ್ ಜತೆ ಈಗಾಗಲೇ ಮಾತುಕತೆ ನಡೆಸಿದ್ದು, ಅದಕ್ಕೆ ಸಹಮತ ವ್ಯಕ್ತವಾಗಿದೆ. ಈ ಹಿನ್ನೆಲೆಯಲ್ಲಿ ಬರುವ ದಿನಗಳಲ್ಲಿ ತುಮಕೂರಿನಲ್ಲಿ ನ್ಯಾಷನಲ್ ಚಾಂಪಿಯನ್‌ಶಿಪ್ ನಡೆಯಲಿದೆ ಎಂದರು. ಜಿಲ್ಲೆಯಲ್ಲಿ ಕ್ರೀಡಾಪಟುಗಳಿಗೆ ಪೂರಕ ವಾತಾವರಣ ನಿರ್ಮಾಣವಾಗಿದೆ ಎಂದ ಅವರು, 60 ಕೋಟಿ ವೆಚ್ಚದಲ್ಲಿ ಆಧುನಿಕ ಕ್ರೀಡಾಂಗಣ ಹಾಗೂ ಒಳಾಂಗಣ ಕ್ರೀಡಾಂಗಣ ನಿರ್ಮಿಸಲಾಗಿದೆ. ಮಹಾತ್ಮ ಗಾಂಧಿ ಕ್ರೀಡಾಂಗಣದಲ್ಲಿ 10 ಕೋಟಿ ರೂ. ವೆಚ್ಚದಲ್ಲಿ ಫ್ಲಡ್ ಲೈಟ್‌ಗಳ ಅಳವಡಿಕೆ ಹಾಗೂ ಒಳಾಂಗಣ ಕ್ರೀಡಾಂಗಣಕ್ಕೆ 2 ಕೋಟಿ ವೆಚ್ಚದಲ್ಲಿ ಸಿಂಥೆಟಿಕ್ ಅಳವಡಿಸಲು ಹೆಚ್.ಎ.ಎಲ್ ಸಂಸ್ಥೆಯವರು ಒಪ್ಪಿಕೊಂಡಿರುವುದಾಗಿ ತಿಳಿಸಿದರು. ಶಾಲಾ-ಕಾಲೇಜುಗಳಲ್ಲಿ ವಿದ್ಯಾರ್ಥಿಗಳು ತಪ್ಪು ಮಾರ್ಗದಲ್ಲಿ ಸಾಗದಂತೆ, ವಿಶೇಷವಾಗಿ ಮಾದಕ ವಸ್ತುಗಳ ವ್ಯಾಸನ ತಡೆಗಟ್ಟಲು ಪೊಲೀಸ್ ಇಲಾಖೆಯ ಮೂಲಕ ಜಾಗೃತಿ ಕಾರ್ಯಕ್ರಮಗಳು ನಡೆಯುತ್ತಿವೆ. ಅದರ ಪರ್ಯಾಯವಾಗಿ ಮಕ್ಕಳನ್ನು ಕ್ರೀಡೆಗಳತ್ತ ಆಕರ್ಷಿಸಲು ಇಂತಹ ಕ್ರೀಡಾಕೂಟಗಳು ಅಗತ್ಯ ಎಂದರು.	[22, 396, 358, 565]
editor-label: ಸಂಪಾದಕರು:	[231, 102, 275, 114]
elephant-headline	[22, 996, 310, 1037]
editors-row	[196, 101, 727, 138]
email-rediff[interactable]: amruthavani.911@rediffmail.com	[750, 129, 910, 142]
website-link[interactable]: www. amruthavani.in	[39, 86, 169, 101]
tennis-bottom-columns: ತುಮಕೂರು ಜಿಲ್ಲೆ ಈಗಾಗಲೇ ಕಬ್ಬಡ್ಡಿ, ಖೋ-ಖೋ ಹಾಗೂ ವಿವಿಧ ಕ್ರೀಡೆಗಳಿಗೆ ಪ್ರಸಿದ್ಧಿ ಪಡೆದಿದ್ದು, ತುಮಕೂರು ದಸರಾ ಉತ್ಸವದ ಅಂಗವಾಗಿ ಈ ಬಾರಿ ಟೆನ್ನಿಸ್, ಮ್ಯಾರಥಾನ್, ಚೆಸ್, ಕೂಟಂಗ್, ಕಬ್ಬಡ್ಡಿ, ಖೋ-ಖೋ, ನಾಡಕುಸ್ತಿ, ಜಿಮ್ನಾಸ್ಟಿಕ್ಸ್ ಸೇರಿದಂತೆ ಹಲವು ಕ್ರೀಡೆಗಳನ್ನು ನಡೆಸಲಾಗುವುದು ಎಂದರು. ನಗರ ಶಾಸಕ ಜಿ.ಬಿ. ಜ್ಯೋತಿಗಣೇಶ್ ಮಾತನಾಡಿ, ಮೈಸೂರು ದಸರಾ ಉತ್ಸವದ ರೀತಿಯಲ್ಲಿ ತುಮಕೂರು ದಸರಾ ಉತ್ಸವ ನಡೆಯುತ್ತಿದೆ. ಕಳೆದ ವರ್ಷಕ್ಕಿಂತ ಈ ಬಾರಿ ತುಮಕೂರು ದಸರಾ ಬಹಳ ಅದ್ದೂರಿಯಾಗಿ ನಡೆಯುತ್ತಿದೆ. ಜಿಲ್ಲೆಯ ಕ್ರೀಡಾ ಪ್ರತಿಭೆಗಳು ರಾಜ್ಯ ಮತ್ತು ರಾಷ್ಟ್ರೀಯ ಮಟ್ಟದಲ್ಲಿ ಸ್ಪರ್ಧಿಸಲು ಅವಕಾಶ ಸಿಗಲಿದೆ ಎಂದು ತಿಳಿಸಿದರು. ಕರ್ನಾಟಕ ರಾಜ್ಯ ಲಾನ್ ಟೆನ್ನಿಸ್ ಸಂಸ್ಥೆಯ ಜಂಟಿ ಕಾರ್ಯದರ್ಶಿ ಸುನಿಲ್ ಯಜಮಾನ್, ನಿರ್ದೇಶಕರುಗಳಾದ ರಾಜಶೇಖರ್, ಮೋಹನ್ ಗುರ್ಜಾರ್, ಜಿ.ಆರ್. ಅಮರನಾಥ, ಜಿ.ಪಂ. ಸಿಇಒ ಜಿ. ಪ್ರಭು, ಜಿಲ್ಲಾ ಪೊಲೀಸ್ ವರಿಷ್ಠಾಧಿಕಾರಿ ಅಶೋಕ್, ಮಹಾನಗರ ಪಾಲಿಕೆ ಆಯುಕ್ತ ಅಶ್ವಿಜ ಬಿ.ವಿ., ಅಪರ ಜಿಲ್ಲಾಧಿಕಾರಿ ಡಾ: ಎನ್. ತಿಪ್ಪೇಸ್ವಾಮಿ ಮತ್ತಿತರ ಅಧಿಕಾರಿಗಳು ಉಪಸ್ಥಿತರಿದ್ದರು.	[320, 1185, 923, 1262]
lead-story	[22, 357, 923, 623]
photo-valmiki-dignitaries	[640, 689, 923, 803]
box-body: ಚೆನ್ನೈ(ತಮಿಳುನಾಡು): ನಟ, ರಾಜಕಾರಣಿ ವಿಜಯ್ ಅವರ ತಮಿಳಗ ವೆಟ್ರಿ ಕಳಗಂ (ಟಿವಿಕೆ) ಕರೂರಿನಲ್ಲಿ ಆಯೋಜಿಸಿದ್ದ ಪ್ರಚಾರ ಸಭೆಯಲ್ಲಿ ಸಂಭವಿಸಿದ ಭೀಕರ ಕಾಲ್ತುಳಿತದ ಘಟನೆಯಲ್ಲಿ ಸಾವನ್ನಪ್ಪಿದವರ ಸಂಖ್ಯೆ 41ಕ್ಕೆ ಏರಿದೆ. ಭಾನುವಾರ ರಾತ್ರಿ ವೇಳೆಯವರೆಗೆ 65 ವರ್ಷದ ಸುಮಾರು ಮಂದಿ ಗಾಯಗೊಂಡಿದ್ದಾರೆ. ಈ ಹಿನ್ನೆಲೆಯಲ್ಲಿ ಇಂತಹ ರ್ಯಾಲಿಗಳಿಗೆ ನಿರ್ಬಂಧ ಹೇರುವಂತೆ ಕೋರಿ ಮದ್ರಾಸ್ ಹೈಕೋರ್ಟ್‌ಗೆ ಸಾರ್ವಜನಿಕ ಹಿತಾಸಕ್ತಿ ಅರ್ಜಿ ಸಲ್ಲಿಸಲಾಗಿದೆ. ಅರ್ಜಿಯ ವಿಚಾರಣೆಯನ್ನು ನ್ಯಾಯಾಲಯ ಕೈಗೆತ್ತಿಕೊಳ್ಳಲಿದೆ.	[258, 225, 460, 329]
tennis-top	[320, 1026, 923, 1180]
paper-logo: ಅಮೃತವಾಣಿ	[336, 32, 587, 101]
bhajana-top	[22, 663, 477, 830]
